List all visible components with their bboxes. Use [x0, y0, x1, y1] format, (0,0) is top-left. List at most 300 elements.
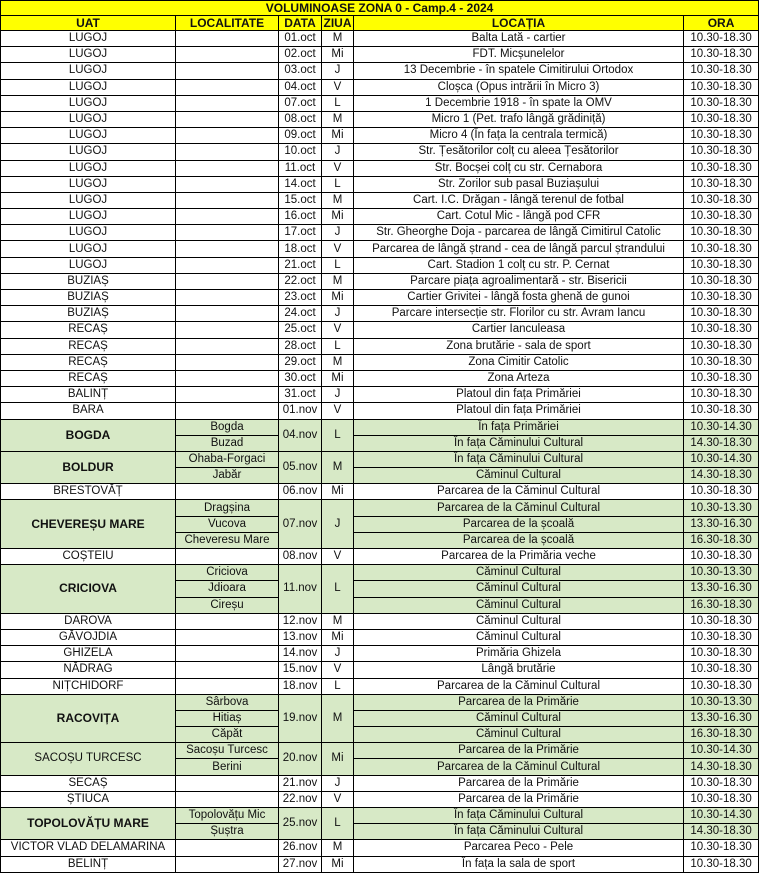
- locatia-cell: Parcarea de la Căminul Cultural: [354, 759, 684, 775]
- localitate-cell: [176, 840, 279, 856]
- ora-cell: 10.30-18.30: [684, 111, 759, 127]
- locatia-cell: Căminul Cultural: [354, 468, 684, 484]
- ziua-cell: J: [322, 63, 354, 79]
- localitate-cell: [176, 629, 279, 645]
- locatia-cell: Zona Arteza: [354, 370, 684, 386]
- localitate-cell: [176, 791, 279, 807]
- locatia-cell: Parcare intersecție str. Florilor cu str. Avram Iancu: [354, 306, 684, 322]
- locatia-cell: Parcarea de la școală: [354, 516, 684, 532]
- data-cell: 10.oct: [279, 144, 322, 160]
- ziua-cell: J: [322, 144, 354, 160]
- ora-cell: 14.30-18.30: [684, 435, 759, 451]
- ziua-cell: V: [322, 160, 354, 176]
- ora-cell: 10.30-13.30: [684, 565, 759, 581]
- table-row: [1, 678, 759, 694]
- header-uat: UAT: [1, 16, 176, 31]
- locatia-cell: Cart. I.C. Drăgan - lângă terenul de fotbal: [354, 192, 684, 208]
- localitate-cell: [176, 257, 279, 273]
- ziua-cell: L: [322, 565, 354, 614]
- table-row: [1, 338, 759, 354]
- header-data: DATA: [279, 16, 322, 31]
- data-cell: 18.oct: [279, 241, 322, 257]
- localitate-cell: [176, 354, 279, 370]
- uat-cell: RECAȘ: [1, 354, 176, 370]
- locatia-cell: Parcarea de la școală: [354, 532, 684, 548]
- localitate-cell: [176, 403, 279, 419]
- locatia-cell: Cartier Ianculeasa: [354, 322, 684, 338]
- sheet-title: VOLUMINOASE ZONA 0 - Camp.4 - 2024: [1, 1, 759, 16]
- ziua-cell: M: [322, 31, 354, 47]
- table-row: [1, 387, 759, 403]
- localitate-cell: Buzad: [176, 435, 279, 451]
- ora-cell: 10.30-18.30: [684, 549, 759, 565]
- localitate-cell: [176, 775, 279, 791]
- locatia-cell: Parcarea Peco - Pele: [354, 840, 684, 856]
- table-row: [1, 549, 759, 565]
- table-row: [1, 403, 759, 419]
- ziua-cell: J: [322, 646, 354, 662]
- locatia-cell: Căminul Cultural: [354, 727, 684, 743]
- ziua-cell: M: [322, 192, 354, 208]
- data-cell: 08.oct: [279, 111, 322, 127]
- ora-cell: 13.30-16.30: [684, 516, 759, 532]
- ziua-cell: Mi: [322, 128, 354, 144]
- ora-cell: 10.30-18.30: [684, 387, 759, 403]
- ziua-cell: L: [322, 808, 354, 840]
- ziua-cell: Mi: [322, 290, 354, 306]
- locatia-cell: Parcare piața agroalimentară - str. Bisericii: [354, 273, 684, 289]
- data-cell: 31.oct: [279, 387, 322, 403]
- localitate-cell: Căpăt: [176, 727, 279, 743]
- locatia-cell: Cloșca (Opus intrării în Micro 3): [354, 79, 684, 95]
- table-row: [1, 775, 759, 791]
- ora-cell: 10.30-18.30: [684, 306, 759, 322]
- ora-cell: 10.30-18.30: [684, 354, 759, 370]
- uat-cell: LUGOJ: [1, 111, 176, 127]
- ziua-cell: L: [322, 176, 354, 192]
- uat-cell: RECAȘ: [1, 338, 176, 354]
- uat-cell: VICTOR VLAD DELAMARINA: [1, 840, 176, 856]
- ora-cell: 10.30-18.30: [684, 63, 759, 79]
- table-row: [1, 840, 759, 856]
- data-cell: 13.nov: [279, 629, 322, 645]
- data-cell: 30.oct: [279, 370, 322, 386]
- ziua-cell: Mi: [322, 629, 354, 645]
- uat-cell: LUGOJ: [1, 225, 176, 241]
- uat-cell: BOGDA: [1, 419, 176, 451]
- data-cell: 25.oct: [279, 322, 322, 338]
- localitate-cell: Jdioara: [176, 581, 279, 597]
- ora-cell: 10.30-18.30: [684, 128, 759, 144]
- ziua-cell: M: [322, 354, 354, 370]
- ora-cell: 10.30-18.30: [684, 322, 759, 338]
- data-cell: 05.nov: [279, 451, 322, 483]
- ora-cell: 10.30-18.30: [684, 678, 759, 694]
- ziua-cell: J: [322, 775, 354, 791]
- uat-cell: GĂVOJDIA: [1, 629, 176, 645]
- table-row: [1, 209, 759, 225]
- locatia-cell: Parcarea de la Căminul Cultural: [354, 500, 684, 516]
- uat-cell: CHEVEREȘU MARE: [1, 500, 176, 549]
- locatia-cell: În fața Căminului Cultural: [354, 435, 684, 451]
- data-cell: 03.oct: [279, 63, 322, 79]
- localitate-cell: [176, 613, 279, 629]
- ora-cell: 16.30-18.30: [684, 597, 759, 613]
- locatia-cell: Cart. Cotul Mic - lângă pod CFR: [354, 209, 684, 225]
- ora-cell: 14.30-18.30: [684, 468, 759, 484]
- uat-cell: LUGOJ: [1, 241, 176, 257]
- locatia-cell: Micro 4 (În fața la centrala termică): [354, 128, 684, 144]
- uat-cell: LUGOJ: [1, 47, 176, 63]
- data-cell: 04.nov: [279, 419, 322, 451]
- ora-cell: 10.30-18.30: [684, 484, 759, 500]
- locatia-cell: Căminul Cultural: [354, 613, 684, 629]
- locatia-cell: Căminul Cultural: [354, 581, 684, 597]
- table-row: [1, 290, 759, 306]
- localitate-cell: [176, 484, 279, 500]
- ziua-cell: L: [322, 95, 354, 111]
- table-row: [1, 63, 759, 79]
- table-row: [1, 322, 759, 338]
- ziua-cell: J: [322, 225, 354, 241]
- ora-cell: 10.30-18.30: [684, 403, 759, 419]
- locatia-cell: În fața Căminului Cultural: [354, 451, 684, 467]
- table-row: [1, 128, 759, 144]
- ziua-cell: L: [322, 419, 354, 451]
- data-cell: 16.oct: [279, 209, 322, 225]
- uat-cell: BUZIAȘ: [1, 306, 176, 322]
- localitate-cell: [176, 95, 279, 111]
- ziua-cell: V: [322, 403, 354, 419]
- data-cell: 06.nov: [279, 484, 322, 500]
- locatia-cell: Platoul din fața Primăriei: [354, 387, 684, 403]
- ziua-cell: V: [322, 549, 354, 565]
- ziua-cell: V: [322, 241, 354, 257]
- localitate-cell: [176, 225, 279, 241]
- ora-cell: 10.30-18.30: [684, 176, 759, 192]
- localitate-cell: [176, 338, 279, 354]
- ziua-cell: Mi: [322, 484, 354, 500]
- localitate-cell: Cireșu: [176, 597, 279, 613]
- table-row: [1, 192, 759, 208]
- uat-cell: BUZIAȘ: [1, 273, 176, 289]
- data-cell: 01.nov: [279, 403, 322, 419]
- uat-cell: LUGOJ: [1, 160, 176, 176]
- ora-cell: 10.30-18.30: [684, 290, 759, 306]
- locatia-cell: Lângă brutărie: [354, 662, 684, 678]
- uat-cell: CRICIOVA: [1, 565, 176, 614]
- localitate-cell: [176, 144, 279, 160]
- uat-cell: LUGOJ: [1, 192, 176, 208]
- localitate-cell: Berini: [176, 759, 279, 775]
- localitate-cell: [176, 79, 279, 95]
- ziua-cell: M: [322, 840, 354, 856]
- locatia-cell: Str. Bocșei colț cu str. Cernabora: [354, 160, 684, 176]
- table-row: [1, 613, 759, 629]
- ora-cell: 16.30-18.30: [684, 727, 759, 743]
- data-cell: 19.nov: [279, 694, 322, 743]
- data-cell: 22.oct: [279, 273, 322, 289]
- ora-cell: 10.30-14.30: [684, 743, 759, 759]
- data-cell: 15.oct: [279, 192, 322, 208]
- ziua-cell: M: [322, 694, 354, 743]
- locatia-cell: 13 Decembrie - în spatele Cimitirului Ortodox: [354, 63, 684, 79]
- localitate-cell: [176, 209, 279, 225]
- uat-cell: GHIZELA: [1, 646, 176, 662]
- uat-cell: LUGOJ: [1, 176, 176, 192]
- ora-cell: 10.30-18.30: [684, 791, 759, 807]
- table-row: [1, 273, 759, 289]
- table-row: [1, 694, 759, 710]
- localitate-cell: [176, 322, 279, 338]
- ora-cell: 10.30-18.30: [684, 225, 759, 241]
- locatia-cell: FDT. Micșunelelor: [354, 47, 684, 63]
- locatia-cell: Parcarea de la Primărie: [354, 791, 684, 807]
- table-row: [1, 743, 759, 759]
- uat-cell: BALINȚ: [1, 387, 176, 403]
- data-cell: 23.oct: [279, 290, 322, 306]
- ziua-cell: V: [322, 791, 354, 807]
- ora-cell: 10.30-18.30: [684, 370, 759, 386]
- ziua-cell: M: [322, 451, 354, 483]
- ziua-cell: V: [322, 322, 354, 338]
- uat-cell: RECAȘ: [1, 370, 176, 386]
- data-cell: 01.oct: [279, 31, 322, 47]
- localitate-cell: Cheveresu Mare: [176, 532, 279, 548]
- uat-cell: RACOVIȚA: [1, 694, 176, 743]
- table-row: [1, 370, 759, 386]
- locatia-cell: Primăria Ghizela: [354, 646, 684, 662]
- locatia-cell: Parcarea de lângă ștrand - cea de lângă parcul ștrandului: [354, 241, 684, 257]
- uat-cell: BUZIAȘ: [1, 290, 176, 306]
- ora-cell: 10.30-18.30: [684, 79, 759, 95]
- ora-cell: 10.30-18.30: [684, 840, 759, 856]
- ziua-cell: J: [322, 500, 354, 549]
- uat-cell: LUGOJ: [1, 63, 176, 79]
- data-cell: 04.oct: [279, 79, 322, 95]
- ora-cell: 10.30-18.30: [684, 144, 759, 160]
- localitate-cell: [176, 662, 279, 678]
- uat-cell: LUGOJ: [1, 31, 176, 47]
- locatia-cell: Zona brutărie - sala de sport: [354, 338, 684, 354]
- ora-cell: 10.30-18.30: [684, 192, 759, 208]
- locatia-cell: Căminul Cultural: [354, 710, 684, 726]
- locatia-cell: Parcarea de la Căminul Cultural: [354, 678, 684, 694]
- table-row: [1, 662, 759, 678]
- uat-cell: BOLDUR: [1, 451, 176, 483]
- ora-cell: 10.30-14.30: [684, 451, 759, 467]
- uat-cell: BELINȚ: [1, 856, 176, 872]
- localitate-cell: [176, 160, 279, 176]
- ziua-cell: J: [322, 387, 354, 403]
- data-cell: 20.nov: [279, 743, 322, 775]
- ziua-cell: Mi: [322, 743, 354, 775]
- uat-cell: COȘTEIU: [1, 549, 176, 565]
- table-row: [1, 79, 759, 95]
- locatia-cell: În fața Primăriei: [354, 419, 684, 435]
- table-row: [1, 856, 759, 872]
- uat-cell: LUGOJ: [1, 257, 176, 273]
- data-cell: 21.oct: [279, 257, 322, 273]
- ora-cell: 13.30-16.30: [684, 581, 759, 597]
- uat-cell: LUGOJ: [1, 128, 176, 144]
- schedule-body: [1, 1, 759, 873]
- ziua-cell: Mi: [322, 209, 354, 225]
- ziua-cell: Mi: [322, 370, 354, 386]
- table-row: [1, 808, 759, 824]
- localitate-cell: [176, 306, 279, 322]
- locatia-cell: Zona Cimitir Catolic: [354, 354, 684, 370]
- ziua-cell: V: [322, 79, 354, 95]
- data-cell: 18.nov: [279, 678, 322, 694]
- table-row: [1, 419, 759, 435]
- locatia-cell: Micro 1 (Pet. trafo lângă grădiniță): [354, 111, 684, 127]
- table-row: [1, 160, 759, 176]
- header-localitate: LOCALITATE: [176, 16, 279, 31]
- table-row: [1, 565, 759, 581]
- data-cell: 07.nov: [279, 500, 322, 549]
- localitate-cell: [176, 646, 279, 662]
- ziua-cell: Mi: [322, 47, 354, 63]
- ora-cell: 10.30-18.30: [684, 646, 759, 662]
- ora-cell: 10.30-13.30: [684, 500, 759, 516]
- table-row: [1, 47, 759, 63]
- ora-cell: 10.30-18.30: [684, 95, 759, 111]
- table-row: [1, 257, 759, 273]
- locatia-cell: Parcarea de la Căminul Cultural: [354, 484, 684, 500]
- table-row: [1, 225, 759, 241]
- locatia-cell: 1 Decembrie 1918 - în spate la OMV: [354, 95, 684, 111]
- header-ora: ORA: [684, 16, 759, 31]
- localitate-cell: Ohaba-Forgaci: [176, 451, 279, 467]
- data-cell: 21.nov: [279, 775, 322, 791]
- locatia-cell: În fața Căminului Cultural: [354, 824, 684, 840]
- table-row: [1, 144, 759, 160]
- locatia-cell: Căminul Cultural: [354, 565, 684, 581]
- data-cell: 08.nov: [279, 549, 322, 565]
- locatia-cell: Parcarea de la Primărie: [354, 775, 684, 791]
- data-cell: 22.nov: [279, 791, 322, 807]
- ora-cell: 14.30-18.30: [684, 824, 759, 840]
- table-row: [1, 646, 759, 662]
- ora-cell: 10.30-18.30: [684, 209, 759, 225]
- ora-cell: 13.30-16.30: [684, 710, 759, 726]
- ziua-cell: M: [322, 613, 354, 629]
- locatia-cell: Str. Zorilor sub pasal Buziașului: [354, 176, 684, 192]
- ora-cell: 10.30-18.30: [684, 775, 759, 791]
- localitate-cell: Jabăr: [176, 468, 279, 484]
- localitate-cell: Criciova: [176, 565, 279, 581]
- localitate-cell: [176, 192, 279, 208]
- uat-cell: LUGOJ: [1, 95, 176, 111]
- ora-cell: 10.30-18.30: [684, 160, 759, 176]
- localitate-cell: Hitiaș: [176, 710, 279, 726]
- locatia-cell: Parcarea de la Primărie: [354, 694, 684, 710]
- localitate-cell: [176, 63, 279, 79]
- ziua-cell: V: [322, 662, 354, 678]
- localitate-cell: Vucova: [176, 516, 279, 532]
- ora-cell: 10.30-18.30: [684, 31, 759, 47]
- localitate-cell: Sacoșu Turcesc: [176, 743, 279, 759]
- locatia-cell: Căminul Cultural: [354, 629, 684, 645]
- ora-cell: 10.30-13.30: [684, 694, 759, 710]
- uat-cell: RECAȘ: [1, 322, 176, 338]
- table-row: [1, 451, 759, 467]
- data-cell: 17.oct: [279, 225, 322, 241]
- localitate-cell: Dragșina: [176, 500, 279, 516]
- locatia-cell: În fața la sala de sport: [354, 856, 684, 872]
- localitate-cell: Șuștra: [176, 824, 279, 840]
- table-row: [1, 111, 759, 127]
- data-cell: 14.oct: [279, 176, 322, 192]
- ora-cell: 10.30-18.30: [684, 257, 759, 273]
- locatia-cell: În fața Căminului Cultural: [354, 808, 684, 824]
- localitate-cell: Topolovățu Mic: [176, 808, 279, 824]
- ora-cell: 10.30-18.30: [684, 273, 759, 289]
- ora-cell: 10.30-18.30: [684, 662, 759, 678]
- uat-cell: TOPOLOVĂȚU MARE: [1, 808, 176, 840]
- localitate-cell: [176, 370, 279, 386]
- ziua-cell: J: [322, 306, 354, 322]
- table-row: [1, 629, 759, 645]
- locatia-cell: Str. Gheorghe Doja - parcarea de lângă Cimitirul Catolic: [354, 225, 684, 241]
- ziua-cell: M: [322, 111, 354, 127]
- data-cell: 02.oct: [279, 47, 322, 63]
- uat-cell: DAROVA: [1, 613, 176, 629]
- ora-cell: 16.30-18.30: [684, 532, 759, 548]
- localitate-cell: Bogda: [176, 419, 279, 435]
- uat-cell: SACOȘU TURCESC: [1, 743, 176, 775]
- data-cell: 11.nov: [279, 565, 322, 614]
- data-cell: 29.oct: [279, 354, 322, 370]
- data-cell: 07.oct: [279, 95, 322, 111]
- header-locatia: LOCAȚIA: [354, 16, 684, 31]
- localitate-cell: [176, 856, 279, 872]
- uat-cell: ȘTIUCA: [1, 791, 176, 807]
- uat-cell: SECAȘ: [1, 775, 176, 791]
- ora-cell: 10.30-14.30: [684, 419, 759, 435]
- localitate-cell: [176, 549, 279, 565]
- locatia-cell: Căminul Cultural: [354, 597, 684, 613]
- ziua-cell: M: [322, 273, 354, 289]
- uat-cell: NIȚCHIDORF: [1, 678, 176, 694]
- uat-cell: LUGOJ: [1, 209, 176, 225]
- locatia-cell: Parcarea de la Primăria veche: [354, 549, 684, 565]
- localitate-cell: [176, 47, 279, 63]
- localitate-cell: [176, 678, 279, 694]
- table-row: [1, 306, 759, 322]
- localitate-cell: [176, 111, 279, 127]
- table-row: [1, 95, 759, 111]
- locatia-cell: Platoul din fața Primăriei: [354, 403, 684, 419]
- data-cell: 24.oct: [279, 306, 322, 322]
- data-cell: 26.nov: [279, 840, 322, 856]
- ora-cell: 14.30-18.30: [684, 759, 759, 775]
- localitate-cell: [176, 273, 279, 289]
- data-cell: 27.nov: [279, 856, 322, 872]
- ziua-cell: L: [322, 338, 354, 354]
- ora-cell: 10.30-18.30: [684, 338, 759, 354]
- data-cell: 25.nov: [279, 808, 322, 840]
- ziua-cell: L: [322, 678, 354, 694]
- ora-cell: 10.30-18.30: [684, 856, 759, 872]
- locatia-cell: Parcarea de la Primărie: [354, 743, 684, 759]
- locatia-cell: Cartier Grivitei - lângă fosta ghenă de gunoi: [354, 290, 684, 306]
- table-row: [1, 484, 759, 500]
- ziua-cell: L: [322, 257, 354, 273]
- uat-cell: LUGOJ: [1, 79, 176, 95]
- header-row: [1, 16, 759, 31]
